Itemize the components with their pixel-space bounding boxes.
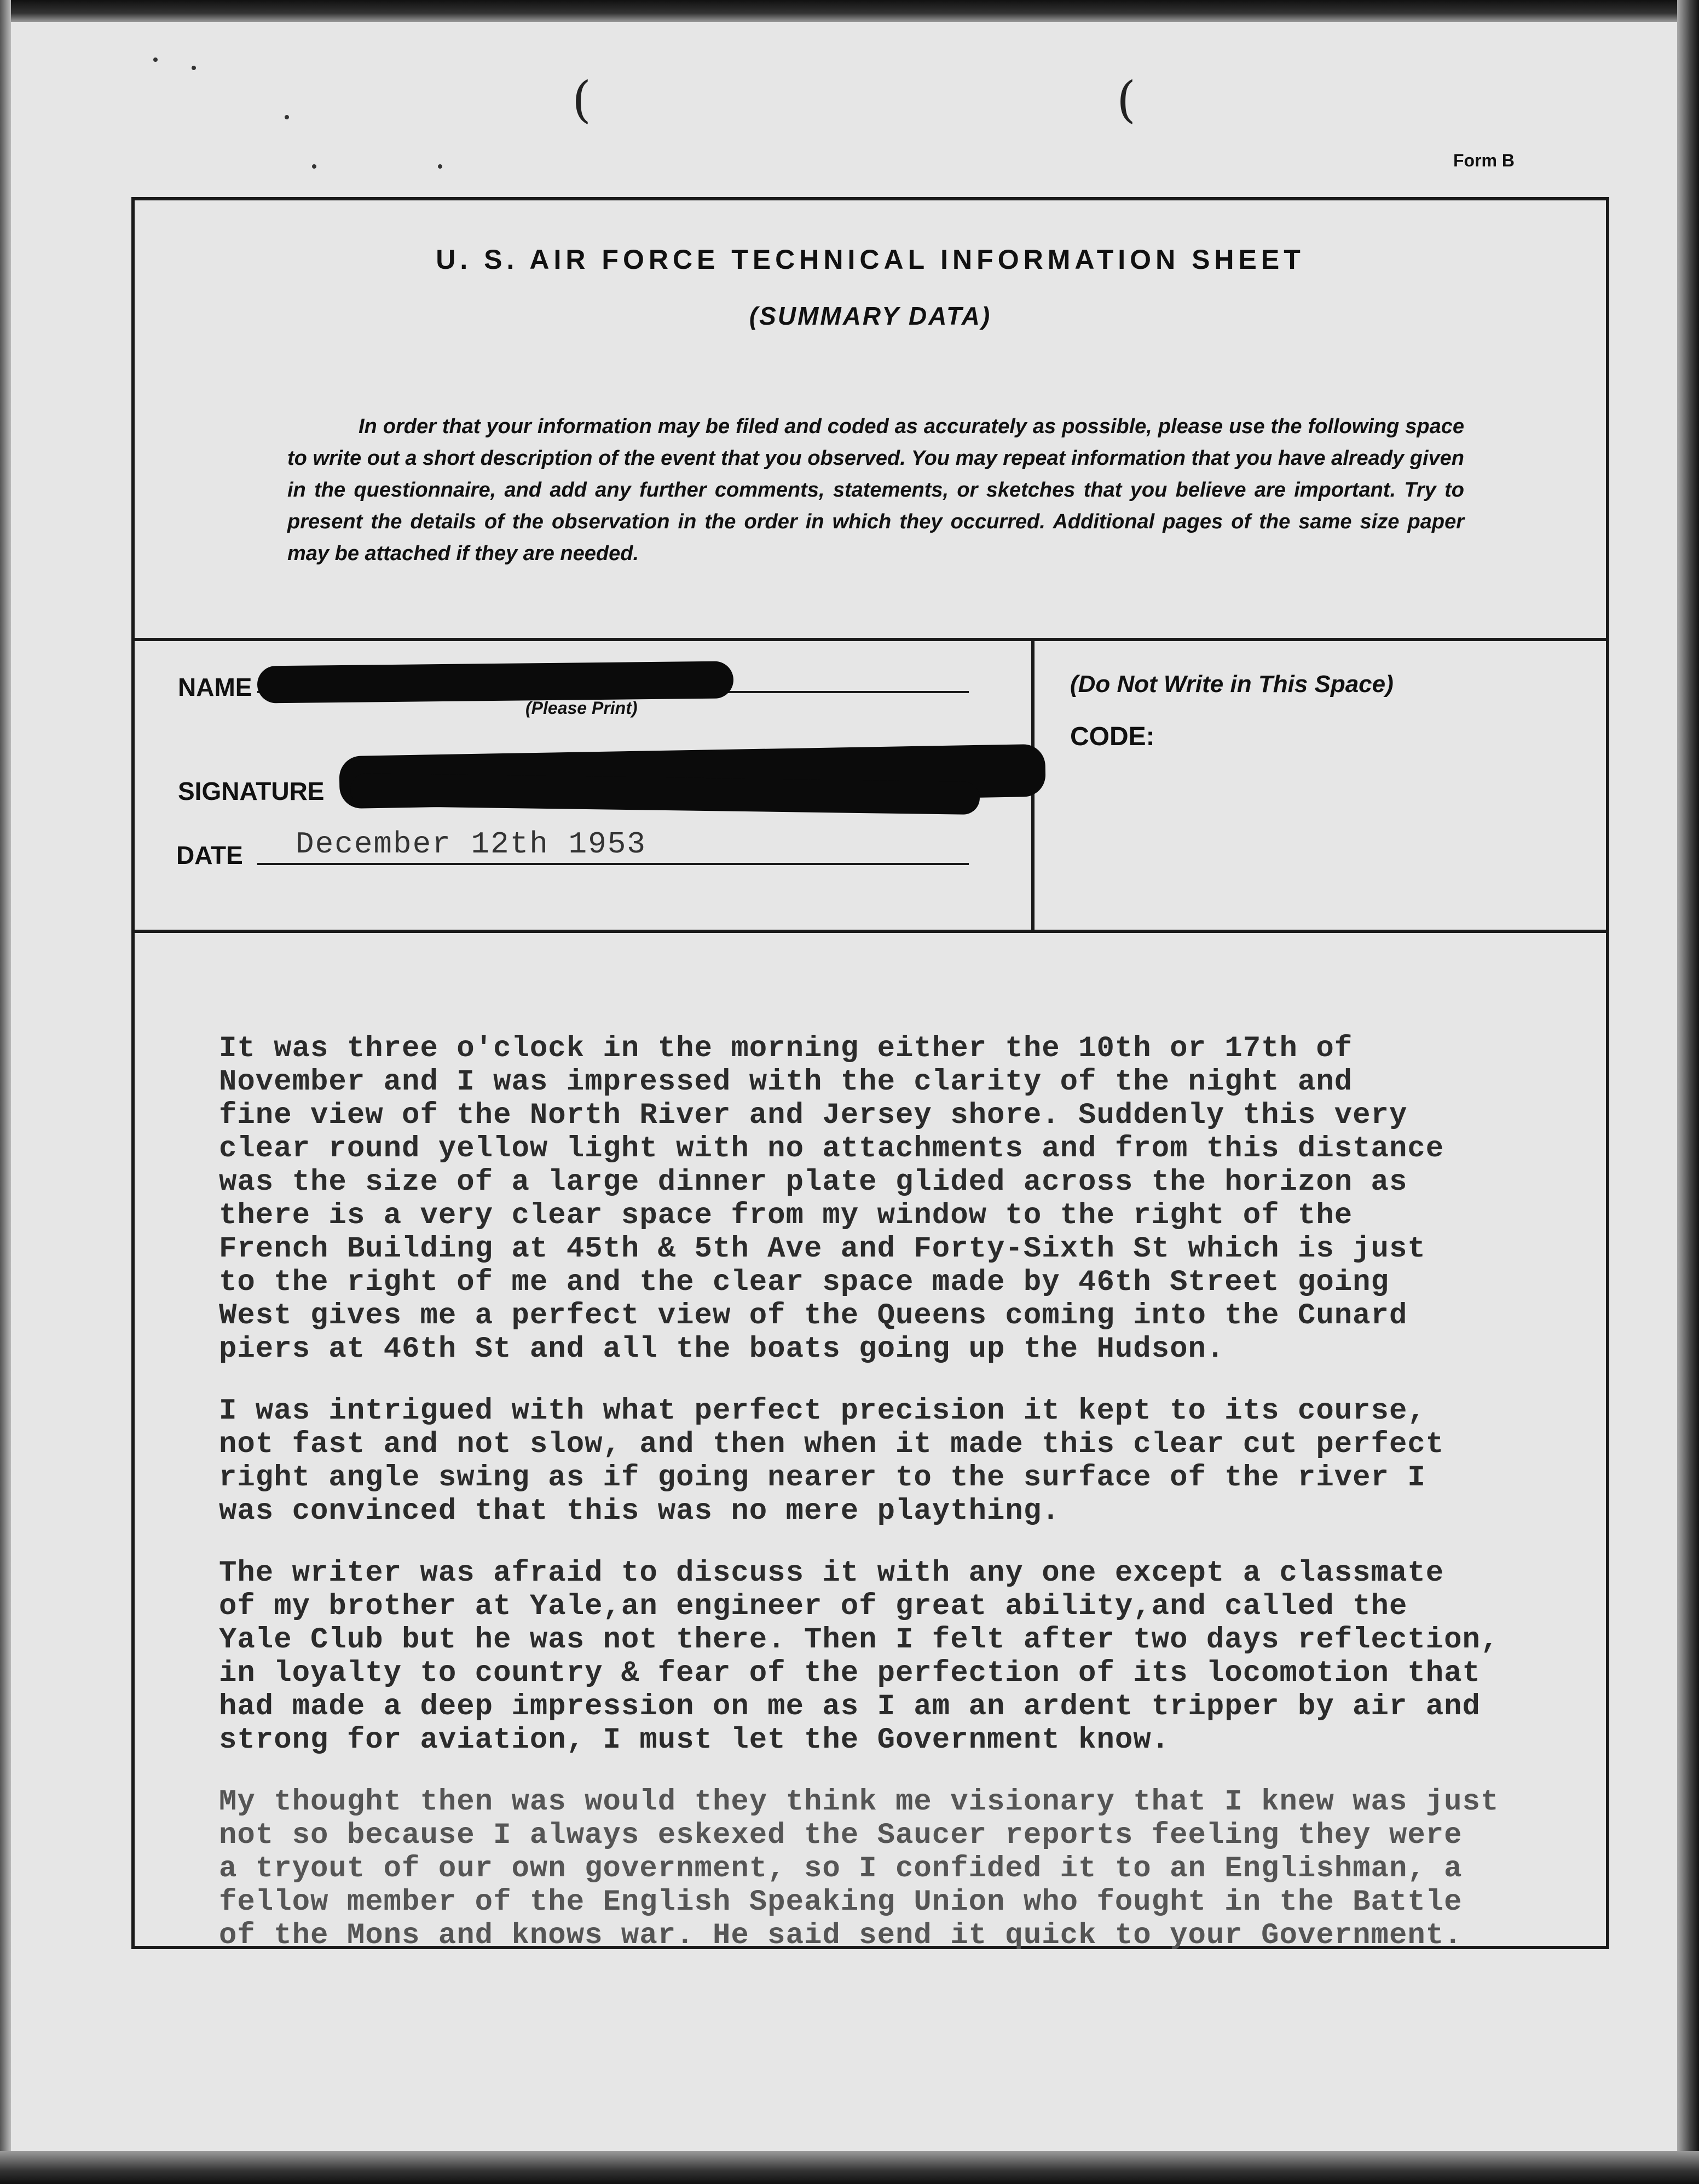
form-title: U. S. AIR FORCE TECHNICAL INFORMATION SHEET: [436, 244, 1305, 275]
date-value: December 12th 1953: [296, 827, 646, 862]
scan-speck: [192, 66, 196, 70]
signature-label: SIGNATURE: [178, 777, 325, 805]
section-divider: [131, 638, 1609, 641]
narrative-body: [219, 1032, 1620, 1952]
scan-edge-right: [1677, 0, 1699, 2184]
narrative-paragraph: My thought then was would they think me visionary that I knew was just not so because I always eskexed the Saucer reports feeling they were a tryout of our own government, so I confided it to an Englishman, a fellow member of the English Speaking Union who fought in the Battle of the Mons and knows war. He said send it quick to your Government.: [219, 1785, 1499, 1952]
date-label: DATE: [176, 841, 243, 869]
name-hint: (Please Print): [525, 698, 638, 718]
scan-edge-top: [0, 0, 1699, 22]
form-subtitle: (SUMMARY DATA): [749, 302, 992, 330]
date-line: [257, 863, 969, 865]
code-label: CODE:: [1070, 722, 1155, 751]
narrative-paragraph: I was intrigued with what perfect precision it kept to its course, not fast and not slow, and then when it made this clear cut perfect right angle swing as if going nearer to the surface of the river I was convinced that this was no mere plaything.: [219, 1394, 1444, 1528]
scan-edge-left: [0, 0, 11, 2184]
scan-mark-right: (: [1117, 71, 1136, 129]
office-use-note: (Do Not Write in This Space): [1070, 671, 1394, 698]
scan-edge-bottom: [0, 2151, 1699, 2184]
form-label: Form B: [1453, 151, 1515, 170]
narrative-paragraph: The writer was afraid to discuss it with any one except a classmate of my brother at Yale,an engineer of great ability,and called the Yale Club but he was not there. Then I felt after two days reflection, in loyalty to country & fear of the perfection of its locomotion that had made a deep impression on me as I am an ardent tripper by air and strong for aviation, I must let the Government know.: [219, 1557, 1499, 1757]
scan-speck: [438, 164, 442, 169]
scan-speck: [312, 164, 316, 169]
section-divider: [131, 930, 1609, 933]
scan-speck: [285, 115, 289, 119]
name-label: NAME: [178, 673, 252, 701]
scan-mark-left: (: [572, 71, 592, 129]
scan-speck: [153, 57, 158, 62]
form-instructions: In order that your information may be filed and coded as accurately as possible, please use the following space to write out a short description of the event that you observed. You may repeat information that you have already given in the questionnaire, and add any further comments, statements, or sketches that you believe are important. Try to present the details of the observation in the order in which they occurred. Additional pages of the same size paper may be attached if they are needed.: [287, 415, 1464, 565]
name-redaction: [257, 661, 734, 703]
narrative-paragraph: It was three o'clock in the morning either the 10th or 17th of November and I was impressed with the clarity of the night and fine view of the North River and Jersey shore. Suddenly this very clear round yellow light with no attachments and from this distance was the size of a large dinner plate glided across the horizon as there is a very clear space from my window to the right of the French Building at 45th & 5th Ave and Forty-Sixth St which is just to the right of me and the clear space made by 46th Street going West gives me a perfect view of the Queens coming into the Cunard piers at 46th St and all the boats going up the Hudson.: [219, 1032, 1444, 1366]
